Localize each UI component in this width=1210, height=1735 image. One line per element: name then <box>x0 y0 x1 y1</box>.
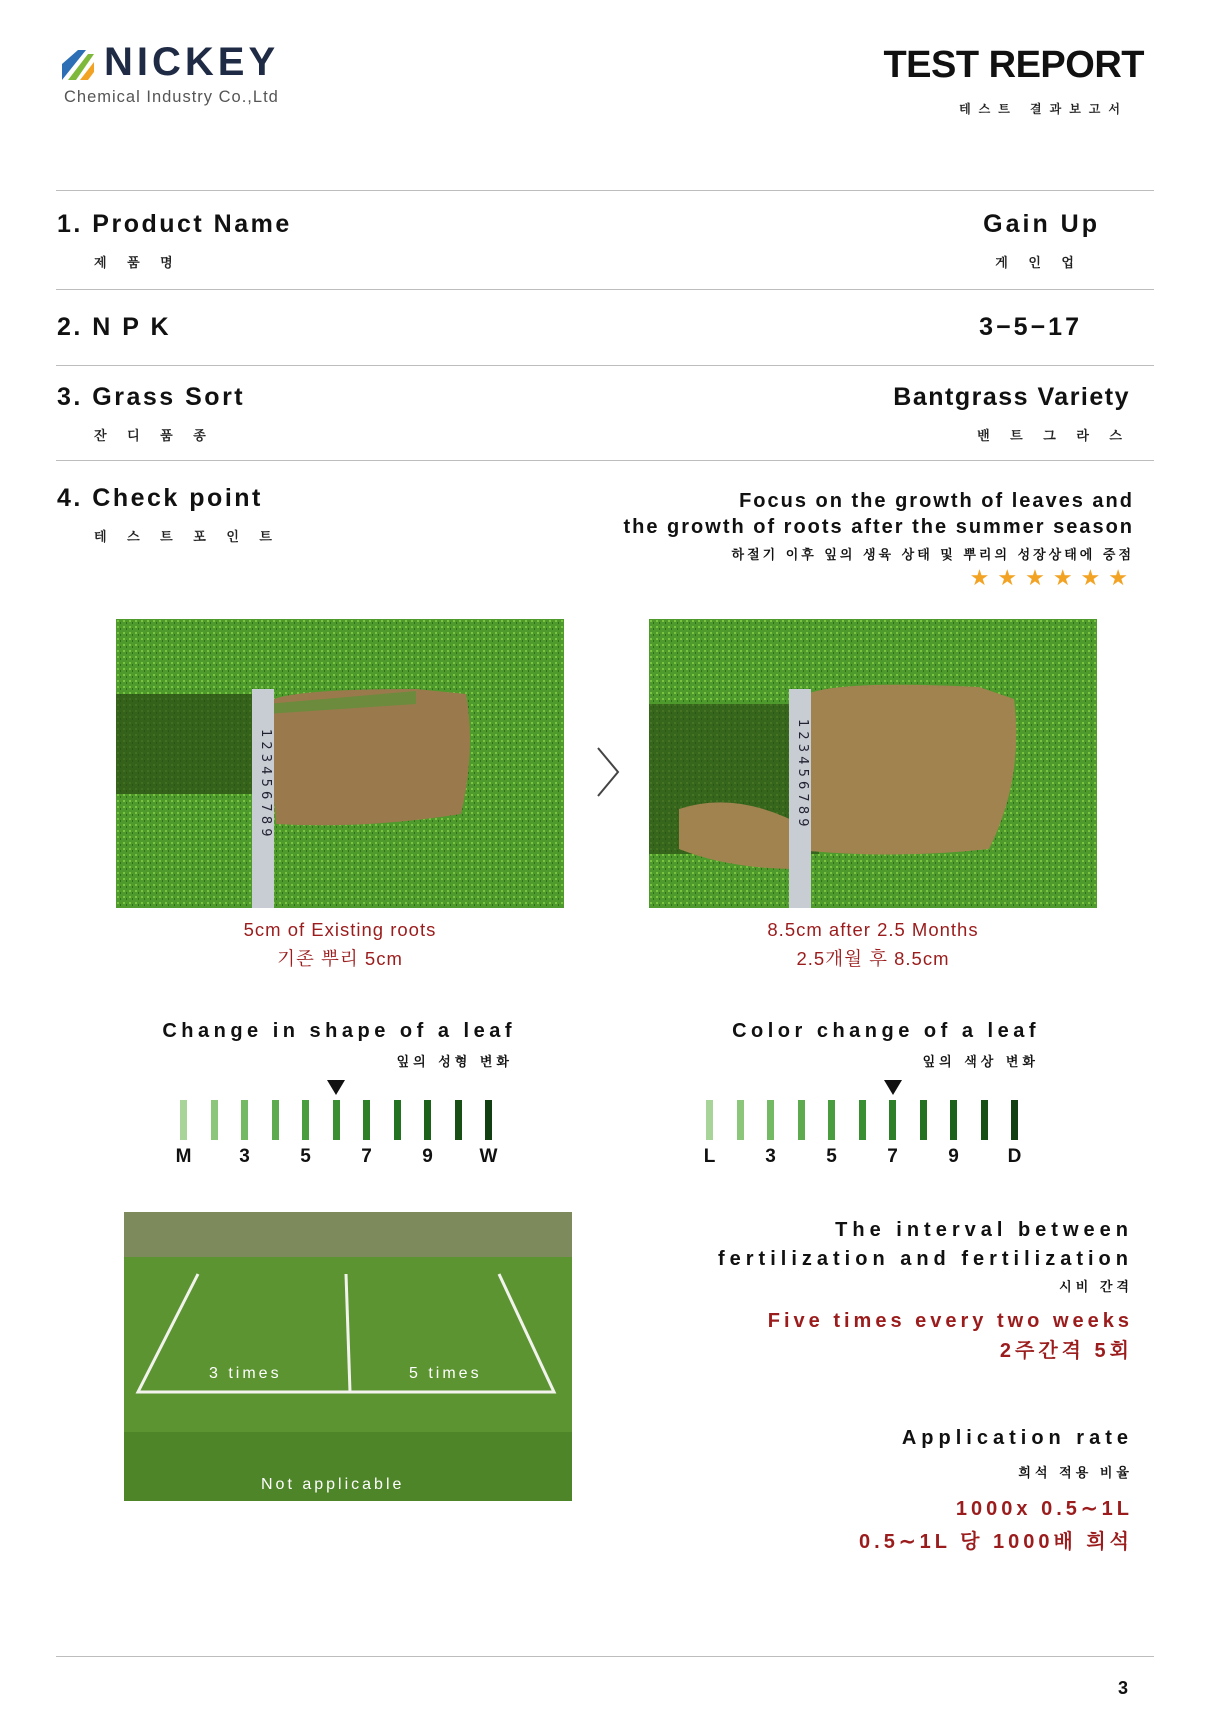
leaf-shape-scale-bar <box>241 1100 248 1140</box>
leaf-shape-title: Change in shape of a leaf <box>162 1020 516 1042</box>
after-caption-en: 8.5cm after 2.5 Months <box>767 919 979 940</box>
interval-value-en: Five times every two weeks <box>767 1310 1133 1332</box>
divider <box>56 365 1154 366</box>
page-number: 3 <box>1117 1678 1128 1698</box>
interval-title-line-2: fertilization and fertilization <box>717 1248 1133 1270</box>
leaf-color-scale-marker-icon <box>884 1080 902 1095</box>
leaf-shape-scale-bar <box>394 1100 401 1140</box>
leaf-color-scale-tick: 3 <box>765 1146 776 1167</box>
application-title: Application rate <box>901 1427 1133 1449</box>
check-point-label-ko: 테 스 트 포 인 트 <box>94 530 280 545</box>
grass-sort-value: Bantgrass Variety <box>893 383 1130 411</box>
footer-divider <box>56 1656 1154 1657</box>
chevron-right-icon <box>594 744 624 800</box>
product-name-label-ko: 제 품 명 <box>94 256 181 271</box>
divider <box>56 190 1154 191</box>
after-caption-ko: 2.5개월 후 8.5cm <box>796 948 950 969</box>
svg-text:1 2 3 4 5 6 7 8 9: 1 2 3 4 5 6 7 8 9 <box>258 729 273 837</box>
root-photo-before <box>116 619 564 908</box>
root-photo-after <box>649 619 1097 908</box>
svg-text:1 2 3 4 5 6 7 8 9: 1 2 3 4 5 6 7 8 9 <box>795 719 810 827</box>
leaf-color-title: Color change of a leaf <box>732 1020 1040 1042</box>
leaf-color-scale-tick: D <box>1007 1146 1022 1167</box>
grass-sort-label: 3. Grass Sort <box>57 383 246 411</box>
leaf-shape-scale-bar <box>424 1100 431 1140</box>
divider <box>56 460 1154 461</box>
leaf-color-scale-bar <box>1011 1100 1018 1140</box>
interval-value-ko: 2주간격 5회 <box>999 1340 1133 1362</box>
focus-line-1: Focus on the growth of leaves and <box>739 490 1134 512</box>
leaf-shape-scale-tick: W <box>479 1146 498 1167</box>
application-value-ko: 0.5∼1L 당 1000배 희석 <box>859 1531 1133 1553</box>
leaf-shape-scale-tick: 7 <box>361 1146 372 1167</box>
leaf-shape-scale-bar <box>272 1100 279 1140</box>
interval-title <box>718 1216 1133 1274</box>
leaf-color-scale-bar <box>889 1100 896 1140</box>
report-subtitle: 테스트 결과보고서 <box>959 102 1128 116</box>
npk-label: 2. N P K <box>57 313 172 341</box>
field-label-3-times: 3 times <box>209 1365 282 1382</box>
leaf-color-scale-bar <box>798 1100 805 1140</box>
product-name-value-ko: 게 인 업 <box>995 256 1082 271</box>
leaf-color-scale-tick: 5 <box>826 1146 837 1167</box>
leaf-color-scale-bar <box>828 1100 835 1140</box>
grass-sort-label-ko: 잔 디 품 종 <box>94 429 214 444</box>
leaf-color-scale-tick: 7 <box>887 1146 898 1167</box>
npk-value: 3−5−17 <box>979 313 1082 341</box>
leaf-shape-scale-tick: M <box>175 1146 192 1167</box>
interval-title-ko: 시비 간격 <box>1059 1279 1133 1294</box>
field-photo <box>124 1212 572 1501</box>
leaf-shape-scale <box>175 1080 520 1170</box>
application-title-ko: 희석 적용 비율 <box>1018 1465 1133 1480</box>
report-title: TEST REPORT <box>883 44 1144 86</box>
check-point-focus <box>623 488 1134 540</box>
field-photo-image <box>124 1212 572 1501</box>
leaf-color-scale-bar <box>767 1100 774 1140</box>
leaf-shape-scale-bar <box>180 1100 187 1140</box>
leaf-color-scale-bar <box>859 1100 866 1140</box>
leaf-shape-scale-tick: 5 <box>300 1146 311 1167</box>
leaf-color-scale-tick: L <box>703 1146 716 1167</box>
company-subtitle: Chemical Industry Co.,Ltd <box>64 88 279 106</box>
leaf-shape-scale-bar <box>363 1100 370 1140</box>
leaf-color-scale-tick: 9 <box>948 1146 959 1167</box>
leaf-shape-scale-tick: 3 <box>239 1146 250 1167</box>
product-name-label: 1. Product Name <box>57 210 292 238</box>
application-value-en: 1000x 0.5∼1L <box>955 1498 1133 1520</box>
check-point-label: 4. Check point <box>57 484 263 512</box>
divider <box>56 289 1154 290</box>
leaf-color-scale-bar <box>920 1100 927 1140</box>
leaf-color-scale-bar <box>981 1100 988 1140</box>
leaf-shape-scale-bar <box>333 1100 340 1140</box>
interval-title-line-1: The interval between <box>835 1219 1133 1241</box>
leaf-shape-scale-bar <box>302 1100 309 1140</box>
company-name: NICKEY <box>104 40 280 84</box>
before-caption <box>116 915 564 973</box>
leaf-shape-scale-bar <box>211 1100 218 1140</box>
after-caption <box>649 915 1097 973</box>
leaf-shape-scale-marker-icon <box>327 1080 345 1095</box>
field-label-5-times: 5 times <box>409 1365 482 1382</box>
check-point-focus-ko: 하절기 이후 잎의 생육 상태 및 뿌리의 성장상태에 중점 <box>731 548 1134 563</box>
leaf-shape-scale-bar <box>455 1100 462 1140</box>
leaf-shape-title-ko: 잎의 성형 변화 <box>396 1055 513 1070</box>
leaf-shape-scale-bar <box>485 1100 492 1140</box>
focus-line-2: the growth of roots after the summer season <box>623 516 1134 538</box>
leaf-color-scale <box>703 1080 1046 1170</box>
leaf-color-scale-bar <box>950 1100 957 1140</box>
before-caption-en: 5cm of Existing roots <box>243 919 437 940</box>
leaf-shape-scale-tick: 9 <box>422 1146 433 1167</box>
field-label-not-applicable: Not applicable <box>261 1476 405 1493</box>
company-logo-icon <box>62 50 94 80</box>
grass-sort-value-ko: 밴 트 그 라 스 <box>977 429 1130 444</box>
product-name-value: Gain Up <box>983 210 1100 238</box>
leaf-color-scale-bar <box>737 1100 744 1140</box>
rating-stars: ★★★★★★ <box>969 566 1136 591</box>
leaf-color-title-ko: 잎의 색상 변화 <box>922 1055 1039 1070</box>
leaf-color-scale-bar <box>706 1100 713 1140</box>
before-caption-ko: 기존 뿌리 5cm <box>277 948 403 969</box>
